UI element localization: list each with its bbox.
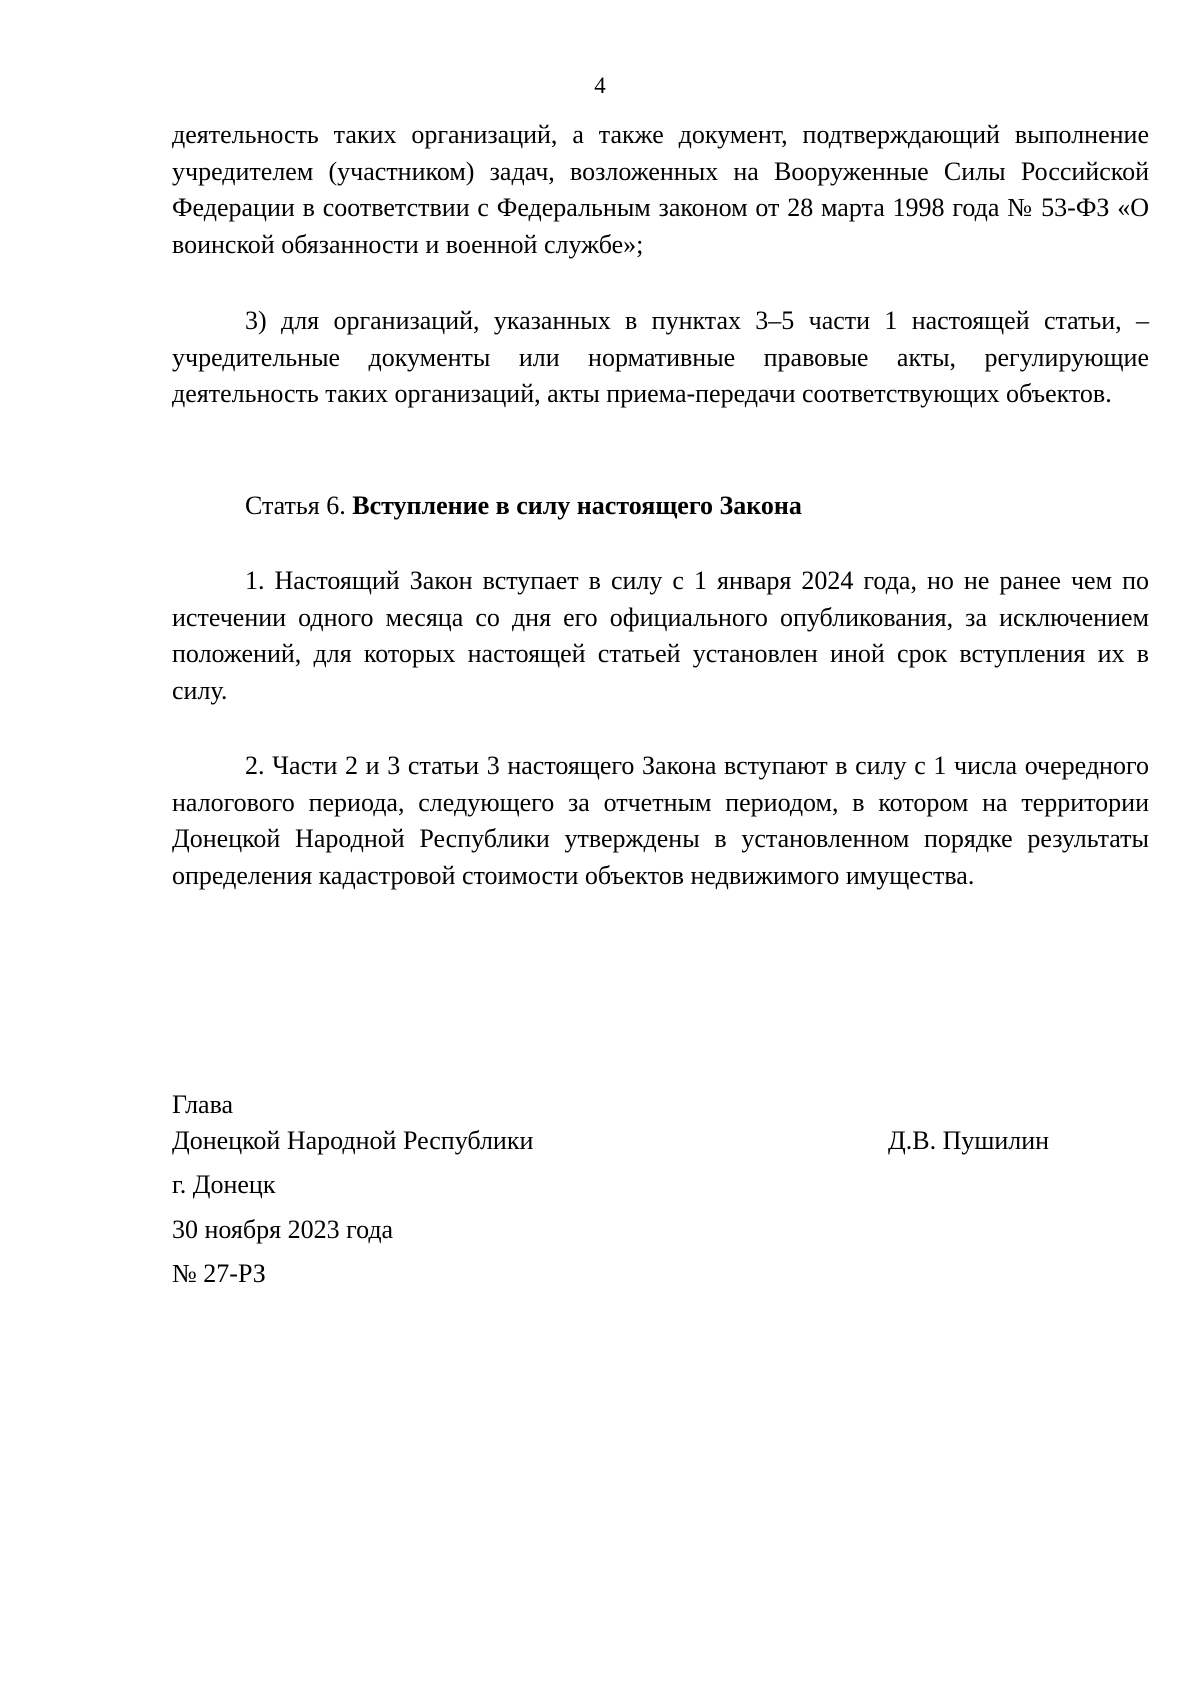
signing-date: 30 ноября 2023 года (172, 1215, 394, 1244)
signatory-name: Д.В. Пушилин (888, 1126, 1050, 1155)
page-number: 4 (594, 73, 606, 98)
law-number: № 27-РЗ (172, 1259, 266, 1288)
article-heading-prefix: Статья 6. (245, 491, 353, 520)
paragraph-continuation: деятельность таких организаций, а также документ, подтверждающий выполнение учредителем (участником) задач, возложенных на Вооруженные Силы Российской Федерации в соответствии с Федеральным законом от 28 марта 1998 года № 53-ФЗ «О воинской обязанности и военной службе»; (172, 120, 1149, 259)
paragraph-item-3: 3) для организаций, указанных в пунктах 3–5 части 1 настоящей статьи, – учредительные документы или нормативные правовые акты, регулирующие деятельность таких организаций, акты приема-передачи соответствующих объектов. (172, 306, 1149, 408)
signatory-title-line1: Глава (172, 1090, 234, 1119)
paragraph-part-2: 2. Части 2 и 3 статьи 3 настоящего Закона вступают в силу с 1 числа очередного налогового периода, следующего за отчетным периодом, в котором на территории Донецкой Народной Республики утверждены в установленном порядке результаты определения кадастровой стоимости объектов недвижимого имущества. (172, 751, 1149, 890)
signatory-title-line2: Донецкой Народной Республики (172, 1126, 534, 1155)
signing-city: г. Донецк (172, 1170, 276, 1199)
article-heading (172, 488, 1149, 525)
paragraph-part-1: 1. Настоящий Закон вступает в силу с 1 января 2024 года, но не ранее чем по истечении одного месяца со дня его официального опубликования, за исключением положений, для которых настоящей статьей установлен иной срок вступления их в силу. (172, 566, 1149, 705)
article-heading-title: Вступление в силу настоящего Закона (352, 491, 802, 520)
